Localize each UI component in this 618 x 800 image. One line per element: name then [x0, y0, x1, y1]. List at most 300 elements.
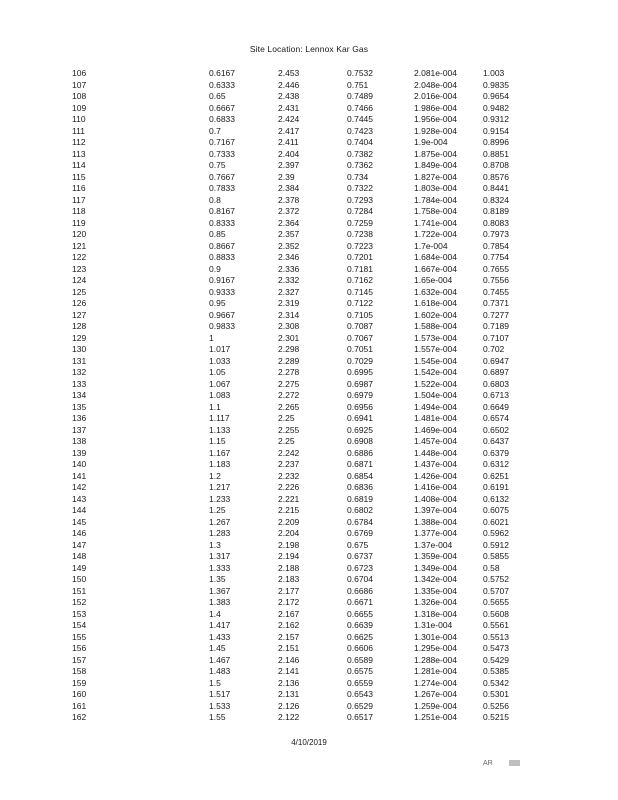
table-cell: 0.9312 — [483, 114, 509, 124]
table-cell: 2.372 — [278, 206, 300, 216]
table-cell: 0.7105 — [347, 309, 373, 320]
table-cell: 2.378 — [278, 194, 300, 205]
table-row — [0, 218, 543, 230]
table-cell: 0.6639 — [347, 620, 373, 630]
table-cell: 135 — [72, 401, 87, 412]
table-cell: 0.6132 — [483, 493, 509, 504]
table-cell: 1.437e-004 — [414, 459, 458, 469]
table-cell: 110 — [72, 114, 86, 124]
table-row — [0, 402, 543, 414]
table-cell: 0.6833 — [209, 114, 235, 124]
table-cell: 0.6784 — [347, 516, 373, 527]
table-row — [0, 643, 543, 655]
table-cell: 0.5215 — [483, 712, 509, 722]
table-row — [0, 252, 543, 264]
table-cell: 0.5513 — [483, 631, 509, 642]
table-cell: 134 — [72, 390, 87, 400]
table-row — [0, 563, 543, 575]
table-cell: 0.6606 — [347, 643, 373, 653]
table-cell: 0.7189 — [483, 321, 509, 331]
table-row — [0, 275, 543, 287]
table-cell: 2.39 — [278, 171, 295, 182]
table-cell: 2.151 — [278, 643, 300, 653]
table-cell: 1.517 — [209, 689, 231, 699]
table-cell: 1.183 — [209, 459, 231, 469]
table-cell: 2.048e-004 — [414, 79, 458, 90]
table-cell: 0.6575 — [347, 666, 373, 676]
table-cell: 139 — [72, 447, 87, 458]
table-cell: 0.5962 — [483, 528, 509, 538]
table-cell: 1.15 — [209, 436, 226, 446]
table-cell: 146 — [72, 528, 87, 538]
table-cell: 111 — [72, 125, 85, 136]
table-row — [0, 597, 543, 609]
table-cell: 2.319 — [278, 298, 300, 308]
table-cell: 2.446 — [278, 79, 300, 90]
table-cell: 0.6543 — [347, 689, 373, 699]
table-cell: 133 — [72, 378, 87, 389]
table-cell: 2.188 — [278, 562, 300, 573]
table-row — [0, 379, 543, 391]
table-cell: 2.404 — [278, 148, 300, 159]
table-row — [0, 655, 543, 667]
table-cell: 0.8708 — [483, 160, 509, 170]
table-row — [0, 609, 543, 621]
table-cell: 155 — [72, 631, 87, 642]
table-cell: 2.194 — [278, 551, 300, 561]
data-table — [0, 68, 543, 724]
table-body — [0, 68, 543, 724]
table-cell: 142 — [72, 482, 87, 492]
table-cell: 2.122 — [278, 712, 300, 722]
table-cell: 0.58 — [483, 562, 500, 573]
table-cell: 1.55 — [209, 712, 226, 722]
table-cell: 2.198 — [278, 539, 300, 550]
table-cell: 0.7322 — [347, 183, 373, 193]
table-cell: 1.483 — [209, 666, 231, 676]
table-cell: 1.448e-004 — [414, 447, 458, 458]
table-cell: 130 — [72, 344, 87, 354]
table-cell: 1.758e-004 — [414, 206, 458, 216]
table-cell: 2.314 — [278, 309, 300, 320]
table-row — [0, 712, 543, 724]
table-cell: 0.8851 — [483, 148, 509, 159]
table-cell: 121 — [72, 240, 87, 251]
table-row — [0, 540, 543, 552]
table-cell: 1.333 — [209, 562, 231, 573]
table-cell: 1.259e-004 — [414, 700, 458, 711]
stamp-mark — [509, 760, 520, 766]
table-cell: 2.157 — [278, 631, 300, 642]
table-cell: 2.357 — [278, 229, 300, 239]
table-cell: 136 — [72, 413, 87, 423]
table-row — [0, 390, 543, 402]
table-cell: 0.6021 — [483, 516, 509, 527]
table-cell: 1.133 — [209, 424, 231, 435]
table-cell: 0.5561 — [483, 620, 509, 630]
table-cell: 2.146 — [278, 654, 300, 665]
table-cell: 137 — [72, 424, 87, 435]
table-cell: 0.7655 — [483, 263, 509, 274]
table-row — [0, 80, 543, 92]
table-cell: 1.522e-004 — [414, 378, 458, 389]
table-cell: 0.8667 — [209, 240, 235, 251]
table-cell: 1.803e-004 — [414, 183, 458, 193]
table-cell: 0.6655 — [347, 608, 373, 619]
table-row — [0, 436, 543, 448]
table-cell: 2.364 — [278, 217, 300, 228]
table-cell: 0.6737 — [347, 551, 373, 561]
table-cell: 2.336 — [278, 263, 300, 274]
table-cell: 0.8996 — [483, 137, 509, 147]
table-cell: 1.083 — [209, 390, 231, 400]
table-row — [0, 632, 543, 644]
table-cell: 1.3 — [209, 539, 221, 550]
table-cell: 1.426e-004 — [414, 470, 458, 481]
table-cell: 157 — [72, 654, 87, 665]
table-cell: 2.162 — [278, 620, 300, 630]
table-cell: 0.8324 — [483, 194, 509, 205]
table-cell: 0.6987 — [347, 378, 373, 389]
table-cell: 140 — [72, 459, 87, 469]
table-row — [0, 471, 543, 483]
table-cell: 154 — [72, 620, 87, 630]
table-row — [0, 425, 543, 437]
table-cell: 0.75 — [209, 160, 226, 170]
table-row — [0, 264, 543, 276]
table-cell: 0.6251 — [483, 470, 509, 481]
table-cell: 0.7162 — [347, 275, 373, 285]
table-cell: 1.533 — [209, 700, 231, 711]
table-cell: 126 — [72, 298, 87, 308]
table-cell: 113 — [72, 148, 86, 159]
table-cell: 0.5855 — [483, 551, 509, 561]
table-cell: 1.4 — [209, 608, 221, 619]
table-cell: 1.504e-004 — [414, 390, 458, 400]
table-cell: 1.281e-004 — [414, 666, 458, 676]
table-cell: 1.217 — [209, 482, 231, 492]
footer-date: 4/10/2019 — [291, 738, 327, 747]
table-row — [0, 195, 543, 207]
table-cell: 117 — [72, 194, 86, 205]
table-row — [0, 689, 543, 701]
table-cell: 1.7e-004 — [414, 240, 448, 251]
table-cell: 156 — [72, 643, 87, 653]
table-cell: 0.6836 — [347, 482, 373, 492]
table-cell: 112 — [72, 137, 86, 147]
table-cell: 0.9 — [209, 263, 221, 274]
table-cell: 2.255 — [278, 424, 300, 435]
table-cell: 0.7754 — [483, 252, 509, 262]
table-cell: 161 — [72, 700, 87, 711]
table-cell: 0.7122 — [347, 298, 373, 308]
table-row — [0, 666, 543, 678]
table-cell: 0.7532 — [347, 68, 373, 78]
table-cell: 1.317 — [209, 551, 231, 561]
table-cell: 0.7181 — [347, 263, 373, 274]
table-cell: 0.5752 — [483, 574, 509, 584]
table-cell: 0.5301 — [483, 689, 509, 699]
table-cell: 0.7167 — [209, 137, 235, 147]
table-cell: 1.349e-004 — [414, 562, 458, 573]
table-cell: 0.5342 — [483, 677, 509, 688]
table-cell: 0.6191 — [483, 482, 509, 492]
table-cell: 2.417 — [278, 125, 300, 136]
footer-initials: AR — [483, 760, 493, 767]
table-cell: 145 — [72, 516, 87, 527]
table-cell: 1.65e-004 — [414, 275, 453, 285]
table-cell: 0.751 — [347, 79, 369, 90]
table-cell: 2.215 — [278, 505, 300, 515]
table-cell: 122 — [72, 252, 87, 262]
table-cell: 0.7382 — [347, 148, 373, 159]
table-row — [0, 126, 543, 138]
table-cell: 1.573e-004 — [414, 332, 458, 343]
table-cell: 1.05 — [209, 367, 226, 377]
table-cell: 1.545e-004 — [414, 355, 458, 366]
table-cell: 1.267e-004 — [414, 689, 458, 699]
table-cell: 0.6686 — [347, 585, 373, 596]
table-row — [0, 459, 543, 471]
table-cell: 107 — [72, 79, 87, 90]
table-cell: 0.9654 — [483, 91, 509, 101]
table-cell: 2.172 — [278, 597, 300, 607]
table-cell: 2.136 — [278, 677, 300, 688]
table-cell: 0.6589 — [347, 654, 373, 665]
table-cell: 124 — [72, 275, 87, 285]
table-cell: 149 — [72, 562, 87, 573]
table-cell: 0.6333 — [209, 79, 235, 90]
table-cell: 125 — [72, 286, 87, 297]
table-cell: 153 — [72, 608, 87, 619]
table-cell: 1.388e-004 — [414, 516, 458, 527]
table-cell: 0.9833 — [209, 321, 235, 331]
table-cell: 129 — [72, 332, 87, 343]
table-cell: 143 — [72, 493, 87, 504]
table-row — [0, 287, 543, 299]
table-cell: 2.226 — [278, 482, 300, 492]
table-row — [0, 413, 543, 425]
table-cell: 0.6769 — [347, 528, 373, 538]
table-row — [0, 574, 543, 586]
table-cell: 0.7489 — [347, 91, 373, 101]
table-row — [0, 172, 543, 184]
table-cell: 2.131 — [278, 689, 300, 699]
table-cell: 1.301e-004 — [414, 631, 458, 642]
table-cell: 1.849e-004 — [414, 160, 458, 170]
table-cell: 0.7455 — [483, 286, 509, 297]
table-row — [0, 160, 543, 172]
table-cell: 0.7371 — [483, 298, 509, 308]
table-cell: 1.1 — [209, 401, 221, 412]
table-cell: 2.431 — [278, 102, 300, 113]
table-cell: 1.602e-004 — [414, 309, 458, 320]
table-cell: 0.7466 — [347, 102, 373, 113]
table-row — [0, 344, 543, 356]
table-cell: 0.8083 — [483, 217, 509, 228]
table-cell: 2.411 — [278, 137, 299, 147]
table-cell: 0.7223 — [347, 240, 373, 251]
table-cell: 2.289 — [278, 355, 300, 366]
table-cell: 0.6941 — [347, 413, 373, 423]
table-cell: 0.9667 — [209, 309, 235, 320]
table-row — [0, 206, 543, 218]
table-row — [0, 241, 543, 253]
table-row — [0, 517, 543, 529]
table-row — [0, 482, 543, 494]
table-cell: 159 — [72, 677, 87, 688]
table-row — [0, 321, 543, 333]
table-cell: 162 — [72, 712, 87, 722]
table-cell: 0.7423 — [347, 125, 373, 136]
table-cell: 1.494e-004 — [414, 401, 458, 412]
table-cell: 1.383 — [209, 597, 231, 607]
table-cell: 2.237 — [278, 459, 300, 469]
table-cell: 1.31e-004 — [414, 620, 453, 630]
table-row — [0, 356, 543, 368]
table-cell: 1.618e-004 — [414, 298, 458, 308]
table-cell: 1.326e-004 — [414, 597, 458, 607]
table-cell: 0.5473 — [483, 643, 509, 653]
table-cell: 0.6502 — [483, 424, 509, 435]
table-cell: 0.7362 — [347, 160, 373, 170]
table-row — [0, 586, 543, 598]
table-cell: 0.7667 — [209, 171, 235, 182]
table-cell: 2.209 — [278, 516, 300, 527]
table-cell: 1.167 — [209, 447, 231, 458]
table-cell: 141 — [72, 470, 87, 481]
table-cell: 2.177 — [278, 585, 300, 596]
table-cell: 1.741e-004 — [414, 217, 458, 228]
table-cell: 0.8189 — [483, 206, 509, 216]
table-cell: 0.7051 — [347, 344, 373, 354]
table-cell: 0.7201 — [347, 252, 373, 262]
table-cell: 1.542e-004 — [414, 367, 458, 377]
table-cell: 0.6704 — [347, 574, 373, 584]
table-cell: 1 — [209, 332, 214, 343]
table-cell: 1.233 — [209, 493, 231, 504]
table-cell: 0.7107 — [483, 332, 509, 343]
table-cell: 0.6559 — [347, 677, 373, 688]
table-row — [0, 367, 543, 379]
table-cell: 1.408e-004 — [414, 493, 458, 504]
table-cell: 1.433 — [209, 631, 231, 642]
table-cell: 1.37e-004 — [414, 539, 453, 550]
table-cell: 0.6854 — [347, 470, 373, 481]
table-cell: 0.6671 — [347, 597, 373, 607]
table-cell: 2.301 — [278, 332, 300, 343]
table-row — [0, 448, 543, 460]
table-cell: 0.6312 — [483, 459, 509, 469]
table-row — [0, 68, 543, 80]
table-cell: 0.7854 — [483, 240, 509, 251]
table-cell: 0.8 — [209, 194, 221, 205]
table-cell: 1.35 — [209, 574, 226, 584]
table-cell: 1.827e-004 — [414, 171, 458, 182]
table-cell: 0.9333 — [209, 286, 235, 297]
table-cell: 1.722e-004 — [414, 229, 458, 239]
table-cell: 0.702 — [483, 344, 505, 354]
table-cell: 148 — [72, 551, 87, 561]
table-cell: 0.7404 — [347, 137, 373, 147]
table-cell: 0.5912 — [483, 539, 509, 550]
table-row — [0, 551, 543, 563]
table-cell: 2.327 — [278, 286, 300, 297]
table-cell: 0.7556 — [483, 275, 509, 285]
table-cell: 1.684e-004 — [414, 252, 458, 262]
page-title: Site Location: Lennox Kar Gas — [249, 44, 369, 54]
table-cell: 1.632e-004 — [414, 286, 458, 297]
table-cell: 114 — [72, 160, 86, 170]
table-cell: 2.397 — [278, 160, 300, 170]
table-cell: 119 — [72, 217, 86, 228]
table-cell: 0.7 — [209, 125, 221, 136]
table-cell: 128 — [72, 321, 87, 331]
table-cell: 120 — [72, 229, 87, 239]
table-cell: 0.6167 — [209, 68, 235, 78]
table-cell: 115 — [72, 171, 86, 182]
table-cell: 1.003 — [483, 68, 505, 78]
table-cell: 118 — [72, 206, 86, 216]
table-row — [0, 678, 543, 690]
table-cell: 2.232 — [278, 470, 300, 481]
table-cell: 2.141 — [278, 666, 300, 676]
table-cell: 151 — [72, 585, 87, 596]
table-cell: 1.9e-004 — [414, 137, 448, 147]
table-row — [0, 298, 543, 310]
table-cell: 1.5 — [209, 677, 221, 688]
table-cell: 116 — [72, 183, 86, 193]
table-cell: 0.85 — [209, 229, 226, 239]
table-row — [0, 620, 543, 632]
table-cell: 0.6529 — [347, 700, 373, 711]
table-cell: 0.6667 — [209, 102, 235, 113]
table-cell: 0.7087 — [347, 321, 373, 331]
table-cell: 0.7029 — [347, 355, 373, 366]
table-cell: 2.126 — [278, 700, 300, 711]
table-row — [0, 91, 543, 103]
table-row — [0, 114, 543, 126]
table-cell: 2.25 — [278, 413, 295, 423]
table-cell: 0.5608 — [483, 608, 509, 619]
table-cell: 0.7067 — [347, 332, 373, 343]
table-cell: 1.986e-004 — [414, 102, 458, 113]
table-cell: 127 — [72, 309, 87, 320]
table-cell: 2.332 — [278, 275, 300, 285]
table-cell: 0.6649 — [483, 401, 509, 412]
table-cell: 0.9482 — [483, 102, 509, 113]
table-cell: 2.298 — [278, 344, 300, 354]
table-cell: 109 — [72, 102, 87, 113]
table-cell: 0.7333 — [209, 148, 235, 159]
table-cell: 0.6897 — [483, 367, 509, 377]
table-cell: 147 — [72, 539, 87, 550]
table-cell: 0.7259 — [347, 217, 373, 228]
table-cell: 0.8333 — [209, 217, 235, 228]
table-cell: 1.928e-004 — [414, 125, 458, 136]
table-cell: 0.734 — [347, 171, 369, 182]
table-row — [0, 183, 543, 195]
table-cell: 1.667e-004 — [414, 263, 458, 274]
table-cell: 1.251e-004 — [414, 712, 458, 722]
table-cell: 0.9154 — [483, 125, 509, 136]
table-cell: 1.784e-004 — [414, 194, 458, 205]
table-cell: 1.295e-004 — [414, 643, 458, 653]
table-cell: 0.6886 — [347, 447, 373, 458]
table-cell: 0.5707 — [483, 585, 509, 596]
table-cell: 0.6437 — [483, 436, 509, 446]
table-cell: 2.278 — [278, 367, 300, 377]
